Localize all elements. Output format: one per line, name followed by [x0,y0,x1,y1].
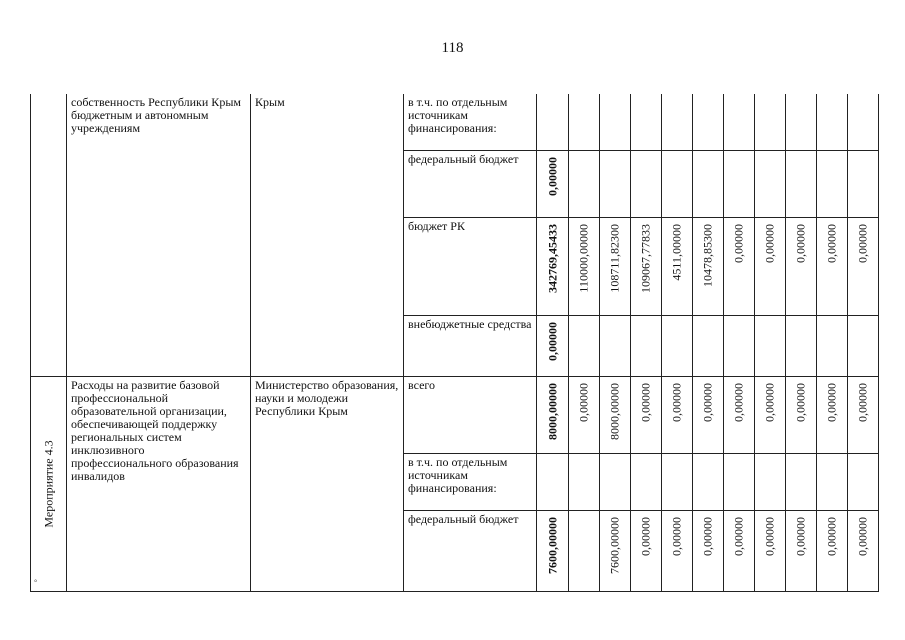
year-value: 0,00000 [855,383,870,422]
year-value: 0,00000 [669,383,684,422]
year-cell [631,151,662,218]
year-cell [848,94,879,151]
year-cell [600,151,631,218]
year-cell [724,94,755,151]
year-cell [569,316,600,377]
year-cell [848,218,879,316]
year-cell [693,511,724,592]
year-cell [817,377,848,454]
year-cell [569,94,600,151]
year-value: 0,00000 [824,517,839,556]
page-number: 118 [441,40,464,56]
year-cell [724,454,755,511]
year-cell [631,454,662,511]
budget-table [30,94,879,592]
year-value: 0,00000 [824,383,839,422]
funding-source-cell [404,218,537,316]
total-cell [537,94,569,151]
table-row [31,94,879,151]
year-cell [662,218,693,316]
year-value: 0,00000 [576,383,591,422]
table-row [31,377,879,454]
total-value: 8000,00000 [545,383,559,440]
year-cell [662,94,693,151]
year-cell [693,94,724,151]
year-cell [631,316,662,377]
year-cell [693,151,724,218]
total-value: 7600,00000 [545,517,559,574]
year-cell [755,151,786,218]
year-value: 0,00000 [824,224,839,263]
year-cell [817,218,848,316]
funding-source-cell-text: бюджет РК [408,219,465,233]
year-cell [724,377,755,454]
year-value: 8000,00000 [607,383,622,440]
year-cell [569,454,600,511]
year-cell [693,218,724,316]
year-cell [848,454,879,511]
year-cell [786,511,817,592]
year-value: 0,00000 [793,224,808,263]
margin-mark: ° [34,578,38,587]
funding-source-cell [404,94,537,151]
funding-source-cell [404,454,537,511]
measure-cell [31,94,67,377]
total-value: 0,00000 [545,322,559,361]
year-cell [817,454,848,511]
year-cell [724,316,755,377]
total-value: 342769,45433 [545,224,559,293]
total-cell [537,377,569,454]
year-value: 0,00000 [855,517,870,556]
year-value: 0,00000 [731,224,746,263]
year-cell [755,377,786,454]
year-value: 0,00000 [762,517,777,556]
year-cell [631,218,662,316]
year-cell [724,151,755,218]
funding-source-cell-text: в т.ч. по отдельным источникам финансирования: [408,455,508,495]
year-cell [755,316,786,377]
year-value: 0,00000 [762,224,777,263]
year-cell [662,511,693,592]
year-cell [817,511,848,592]
year-value: 0,00000 [638,383,653,422]
year-cell [848,316,879,377]
measure-cell [31,377,67,592]
activity-name-cell-text: Расходы на развитие базовой профессиональной образовательной организации, обеспечивающей поддержку региональных систем инклюзивного профессионального образования инвалидов [71,378,239,483]
funding-source-cell-text: в т.ч. по отдельным источникам финансирования: [408,95,508,135]
year-cell [693,316,724,377]
funding-source-cell [404,151,537,218]
year-value: 0,00000 [638,517,653,556]
year-cell [786,377,817,454]
year-value: 0,00000 [793,517,808,556]
year-cell [662,454,693,511]
year-cell [569,218,600,316]
year-cell [569,511,600,592]
year-value: 10478,85300 [700,224,715,287]
year-value: 0,00000 [700,383,715,422]
year-cell [724,511,755,592]
funding-source-cell-text: внебюджетные средства [408,317,532,331]
activity-name-cell-text: собственность Республики Крым бюджетным и автономным учреждениям [71,95,241,135]
activity-name-cell [67,377,251,592]
year-value: 4511,00000 [669,224,684,281]
year-cell [755,511,786,592]
funding-source-cell-text: федеральный бюджет [408,152,519,166]
total-value: 0,00000 [545,157,559,196]
year-cell [600,218,631,316]
executor-cell [251,94,404,377]
total-cell [537,511,569,592]
year-cell [631,94,662,151]
year-value: 0,00000 [669,517,684,556]
year-cell [600,454,631,511]
year-value: 108711,82300 [607,224,622,293]
year-cell [817,151,848,218]
year-cell [662,151,693,218]
year-cell [786,454,817,511]
year-cell [600,377,631,454]
year-value: 0,00000 [855,224,870,263]
year-cell [786,94,817,151]
funding-source-cell [404,316,537,377]
year-cell [786,151,817,218]
year-cell [569,151,600,218]
year-cell [600,511,631,592]
year-cell [693,377,724,454]
funding-source-cell [404,511,537,592]
funding-source-cell [404,377,537,454]
year-cell [600,316,631,377]
year-cell [817,316,848,377]
total-cell [537,151,569,218]
year-value: 0,00000 [731,383,746,422]
total-cell [537,454,569,511]
executor-cell-text: Министерство образования, науки и молодежи Республики Крым [255,378,399,418]
year-cell [662,377,693,454]
year-cell [600,94,631,151]
activity-name-cell [67,94,251,377]
year-value: 7600,00000 [607,517,622,574]
year-value: 0,00000 [700,517,715,556]
year-cell [786,218,817,316]
year-cell [755,218,786,316]
year-value: 0,00000 [762,383,777,422]
year-cell [755,454,786,511]
year-cell [693,454,724,511]
funding-source-cell-text: федеральный бюджет [408,512,519,526]
year-value: 110000,00000 [576,224,591,293]
year-cell [631,377,662,454]
total-cell [537,316,569,377]
year-cell [755,94,786,151]
year-cell [569,377,600,454]
year-cell [631,511,662,592]
year-value: 0,00000 [731,517,746,556]
funding-source-cell-text: всего [408,378,436,392]
year-cell [662,316,693,377]
year-cell [848,151,879,218]
year-cell [786,316,817,377]
total-cell [537,218,569,316]
year-value: 0,00000 [793,383,808,422]
year-cell [848,377,879,454]
executor-cell [251,377,404,592]
executor-cell-text: Крым [255,95,285,109]
measure-label: Мероприятие 4.3 [41,440,55,528]
year-cell [817,94,848,151]
year-value: 109067,77833 [638,224,653,293]
year-cell [724,218,755,316]
year-cell [848,511,879,592]
